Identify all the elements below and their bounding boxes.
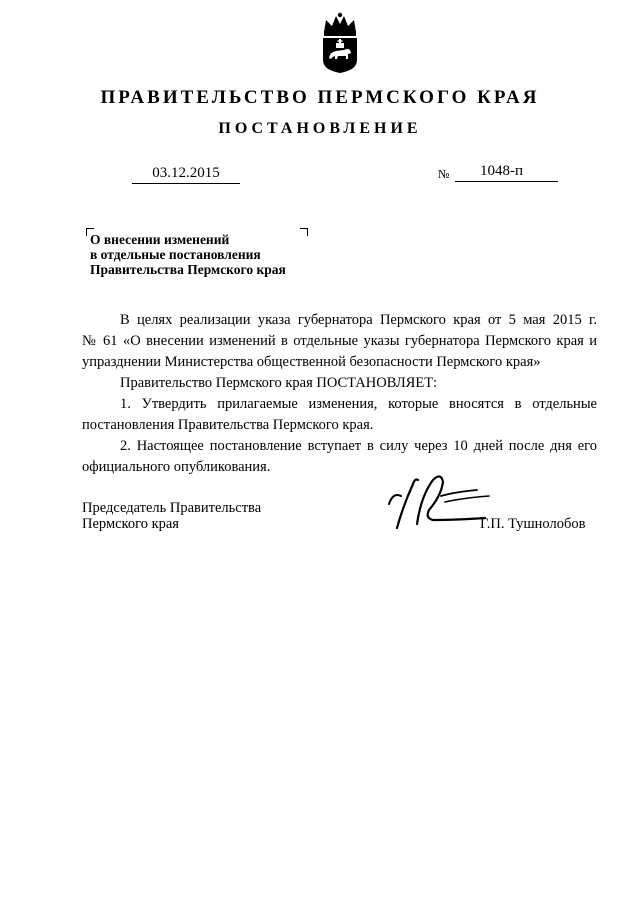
- document-number: 1048-п: [480, 163, 524, 179]
- document-number-field: [455, 163, 558, 182]
- document-date: 03.12.2015: [132, 165, 240, 184]
- number-label: №: [438, 167, 450, 181]
- body-paragraph-item-1: 1. Утвердить прилагаемые изменения, которые вносятся в отдельные постановления Правительства Пермского края.: [82, 396, 597, 433]
- document-body: [82, 310, 597, 478]
- body-paragraph-intro-cont: № 61 «О внесении изменений в отдельные указы губернатора Пермского края и упразднении Министерства общественной безопасности Пермского края»: [82, 333, 597, 370]
- signer-name: Г.П. Тушнолобов: [480, 516, 586, 532]
- organization-title: ПРАВИТЕЛЬСТВО ПЕРМСКОГО КРАЯ: [100, 87, 540, 108]
- position-line: Председатель Правительства: [82, 500, 262, 516]
- subject-corner-mark-right: [300, 228, 308, 236]
- document-type-title: ПОСТАНОВЛЕНИЕ: [218, 120, 422, 137]
- position-line: Пермского края: [82, 516, 179, 532]
- body-paragraph-item-2: 2. Настоящее постановление вступает в силу через 10 дней после дня его официального опубликования.: [82, 438, 597, 475]
- handwritten-signature-icon: [385, 466, 495, 534]
- body-text: В целях реализации указа губернатора Пермского края от 5 мая 2015 г.: [120, 312, 597, 328]
- subject-line: Правительства Пермского края: [90, 262, 286, 277]
- document-subject: [90, 232, 286, 277]
- coat-of-arms-icon: [318, 12, 362, 74]
- signatory-position: [82, 500, 261, 532]
- subject-line: О внесении изменений: [90, 232, 230, 247]
- subject-line: в отдельные постановления: [90, 247, 261, 262]
- body-paragraph-intro: [82, 310, 597, 331]
- body-paragraph-resolves: Правительство Пермского края ПОСТАНОВЛЯЕТ:: [120, 375, 438, 391]
